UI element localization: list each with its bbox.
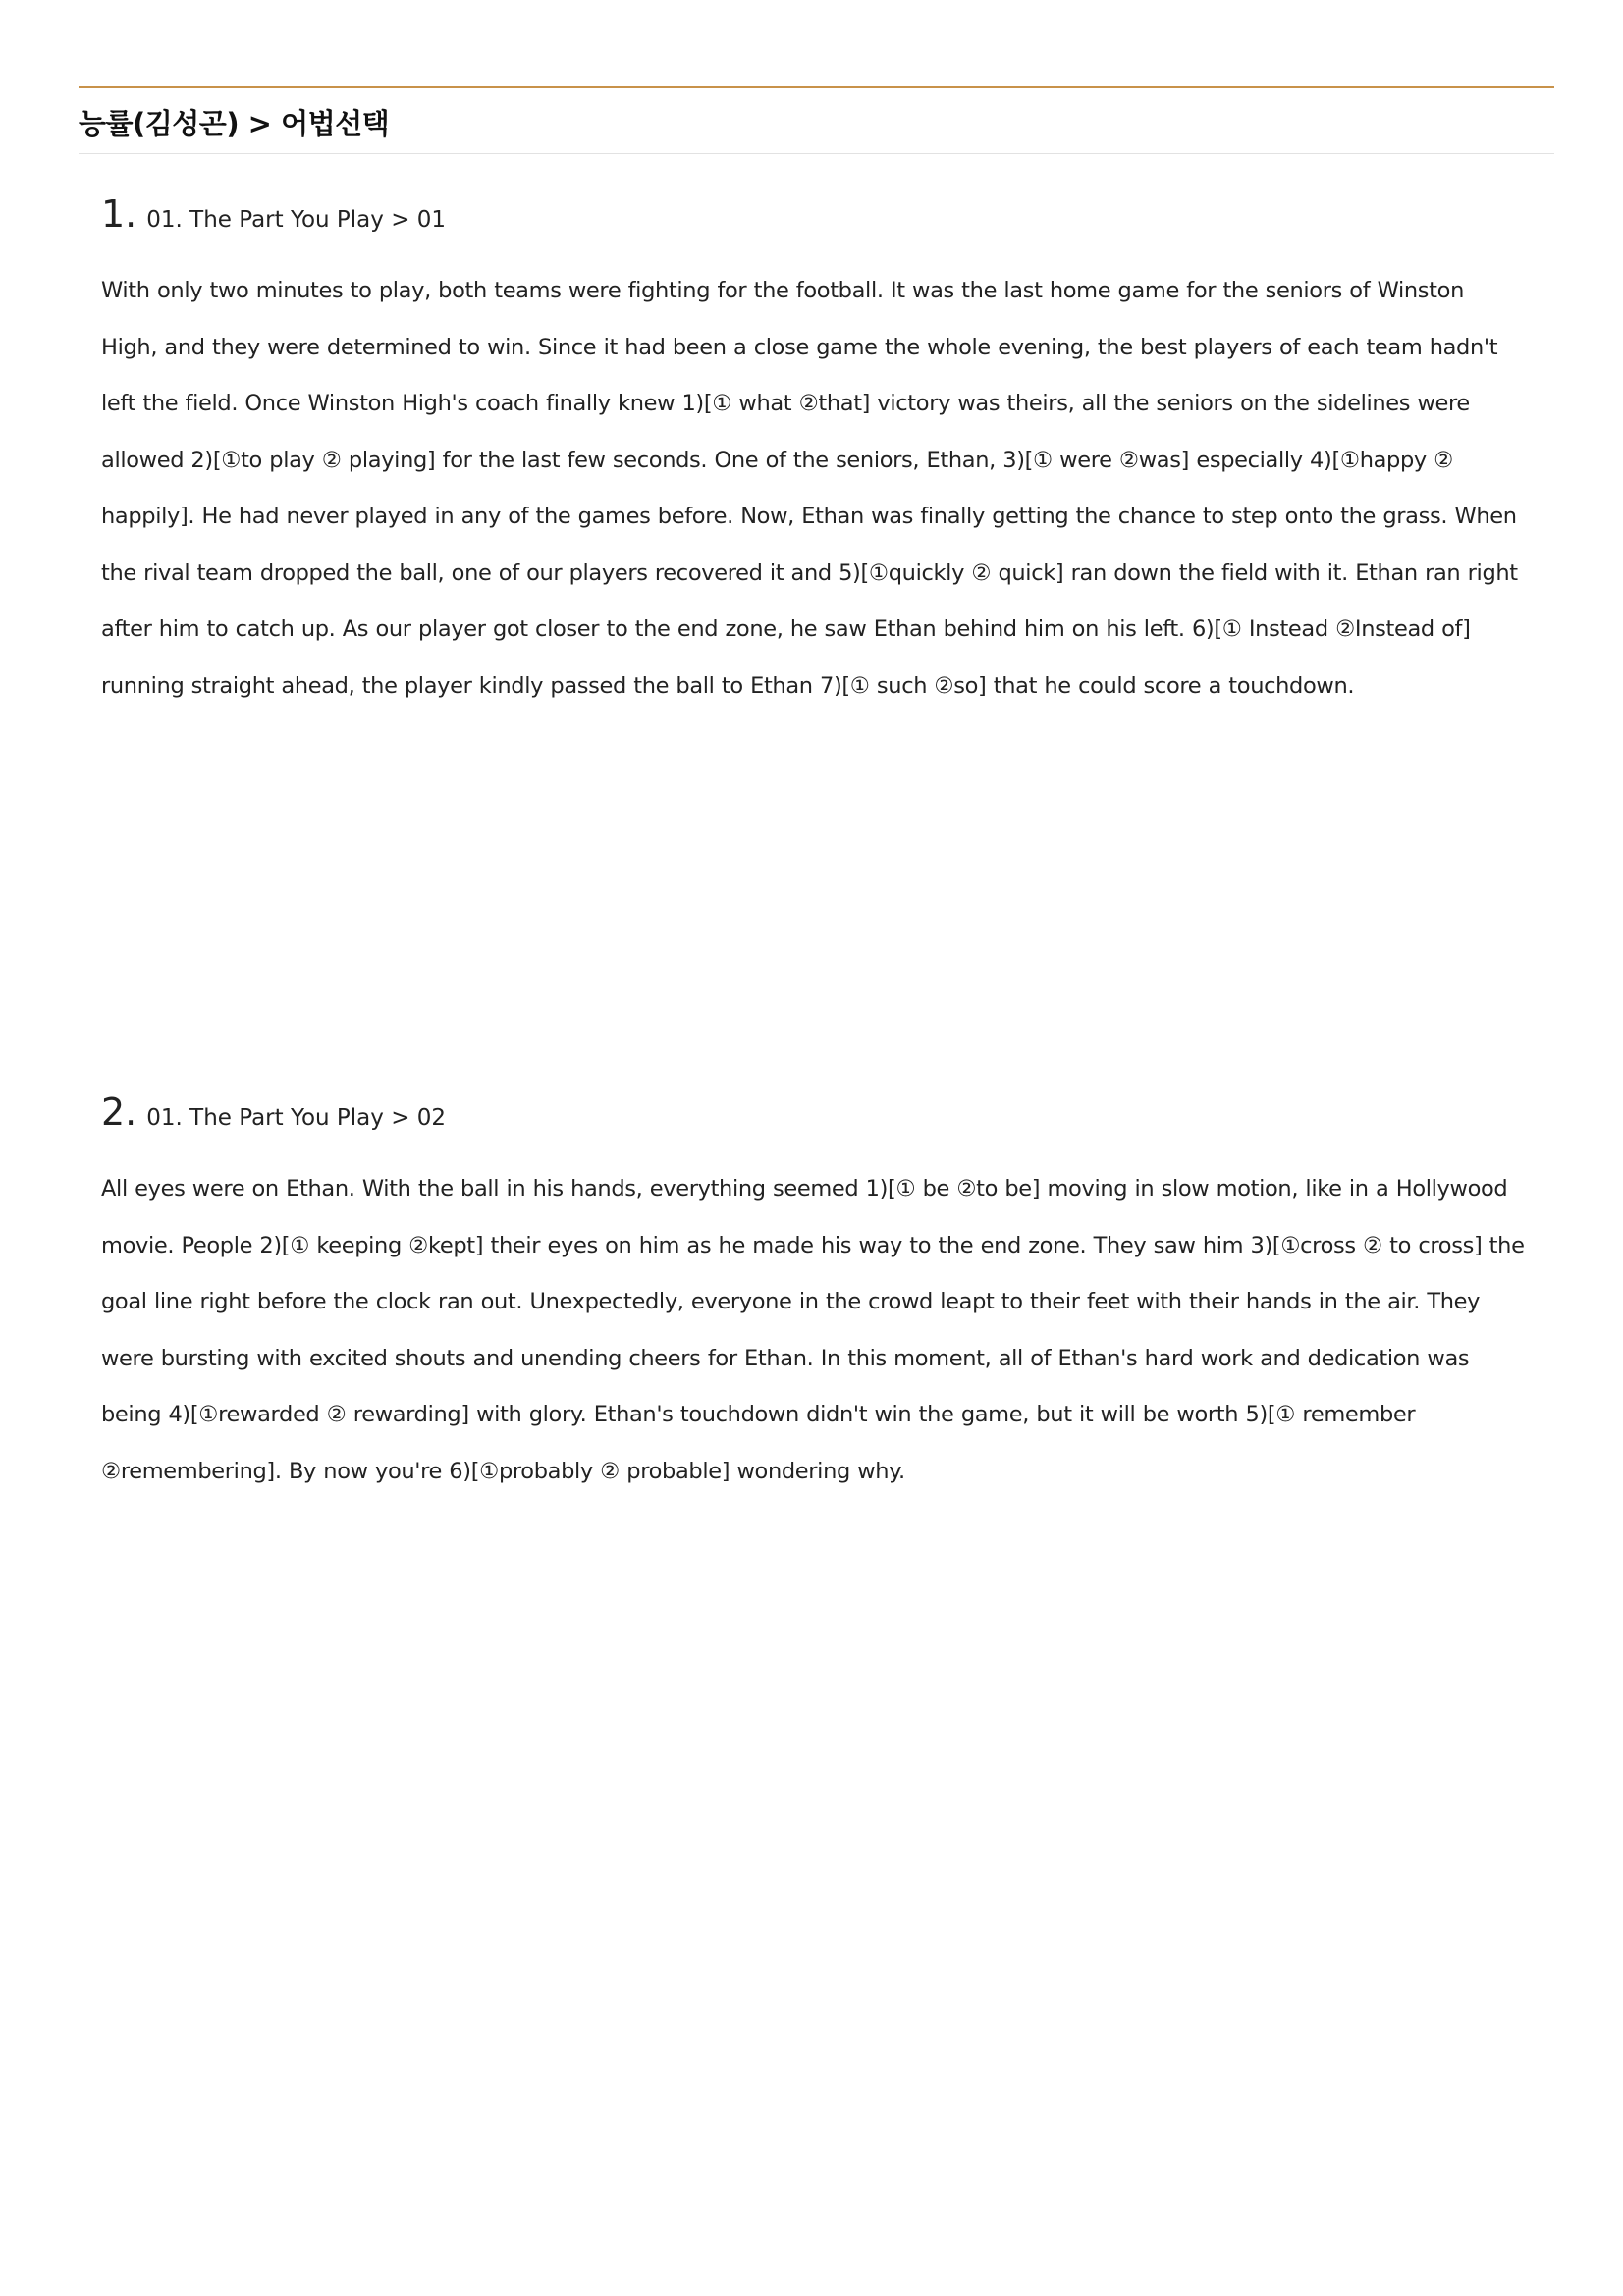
question-heading <box>101 192 1525 240</box>
question-number: 2. <box>101 1091 137 1134</box>
question-source: 01. The Part You Play > 02 <box>146 1105 447 1131</box>
question-2 <box>101 1091 1525 1500</box>
question-1 <box>101 192 1525 715</box>
question-number: 1. <box>101 192 137 236</box>
question-heading <box>101 1091 1525 1138</box>
question-source: 01. The Part You Play > 01 <box>146 207 447 233</box>
passage-text: With only two minutes to play, both teams were fighting for the football. It was the last home game for the seniors of Winston High, and they were determined to win. Since it had been a close game the whole evening, the best players of each team hadn't left the field. Once Winston High's coach finally knew 1)[① what ②that] victory was theirs, all the seniors on the sidelines were allowed 2)[①to play ② playing] for the last few seconds. One of the seniors, Ethan, 3)[① were ②was] especially 4)[①happy ② happily]. He had never played in any of the games before. Now, Ethan was finally getting the chance to step onto the grass. When the rival team dropped the ball, one of our players recovered it and 5)[①quickly ② quick] ran down the field with it. Ethan ran right after him to catch up. As our player got closer to the end zone, he saw Ethan behind him on his left. 6)[① Instead ②Instead of] running straight ahead, the player kindly passed the ball to Ethan 7)[① such ②so] that he could score a touchdown. <box>101 278 1518 699</box>
passage-text: All eyes were on Ethan. With the ball in his hands, everything seemed 1)[① be ②to be] moving in slow motion, like in a Hollywood movie. People 2)[① keeping ②kept] their eyes on him as he made his way to the end zone. They saw him 3)[①cross ② to cross] the goal line right before the clock ran out. Unexpectedly, everyone in the crowd leapt to their feet with their hands in the air. They were bursting with excited shouts and unending cheers for Ethan. In this moment, all of Ethan's hard work and dedication was being 4)[①rewarded ② rewarding] with glory. Ethan's touchdown didn't win the game, but it will be worth 5)[① remember ②remembering]. By now you're 6)[①probably ② probable] wondering why. <box>101 1176 1525 1484</box>
top-rule <box>79 86 1554 88</box>
question-passage <box>101 263 1525 715</box>
question-passage <box>101 1161 1525 1500</box>
header-divider <box>79 153 1554 154</box>
page-title: 능률(김성곤) > 어법선택 <box>79 107 390 140</box>
